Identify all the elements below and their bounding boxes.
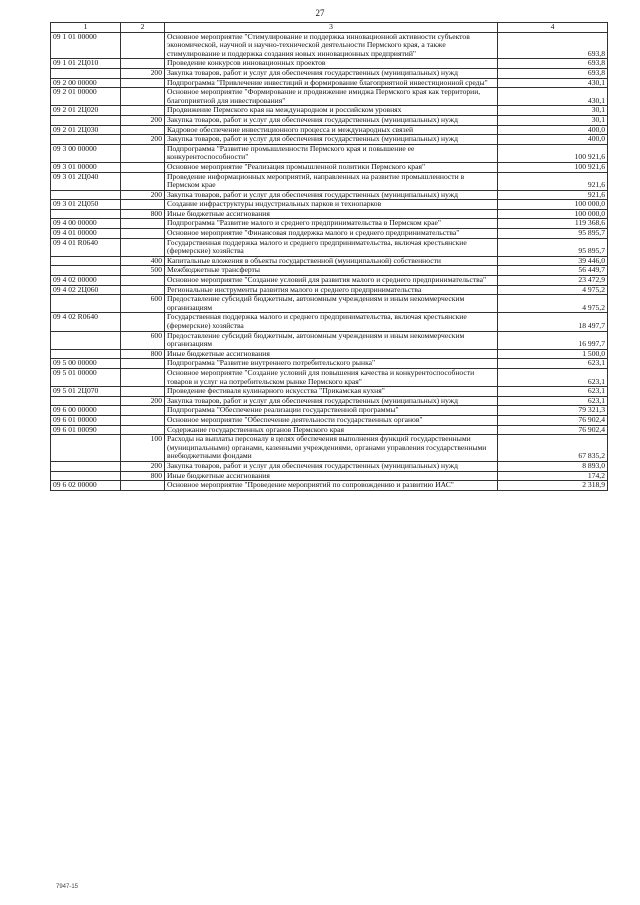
code-cell — [51, 331, 121, 349]
code-cell: 09 5 01 00000 — [51, 368, 121, 386]
name-cell: Содержание государственных органов Пермского края — [165, 425, 498, 435]
code-cell: 09 4 02 00000 — [51, 276, 121, 286]
name-cell: Основное мероприятие "Проведение мероприятий по сопровождению и развитию ИАС" — [165, 481, 498, 491]
table-row — [51, 276, 608, 286]
table-row — [51, 415, 608, 425]
amount-cell: 100 000,0 — [498, 209, 608, 219]
table-row — [51, 68, 608, 78]
amount-cell: 400,0 — [498, 135, 608, 145]
code-cell: 09 3 01 00000 — [51, 162, 121, 172]
amount-cell: 4 975,2 — [498, 285, 608, 295]
name-cell: Капитальные вложения в объекты государственной (муниципальной) собственности — [165, 256, 498, 266]
amount-cell: 23 472,9 — [498, 276, 608, 286]
expense-type-cell — [121, 229, 165, 239]
name-cell: Предоставление субсидий бюджетным, автономным учреждениям и иным некоммерческим организациям — [165, 295, 498, 313]
expense-type-cell — [121, 200, 165, 210]
expense-type-cell — [121, 368, 165, 386]
expense-type-cell — [121, 481, 165, 491]
expense-type-cell: 800 — [121, 209, 165, 219]
code-cell: 09 5 01 2Ц070 — [51, 387, 121, 397]
code-cell: 09 4 00 00000 — [51, 219, 121, 229]
name-cell: Подпрограмма "Развитие малого и среднего предпринимательства в Пермском крае" — [165, 219, 498, 229]
table-row — [51, 435, 608, 462]
expense-type-cell: 100 — [121, 435, 165, 462]
name-cell: Проведение информационных мероприятий, направленных на развитие промышленности в Пермском крае — [165, 172, 498, 190]
code-cell — [51, 295, 121, 313]
expense-type-cell — [121, 106, 165, 116]
amount-cell: 16 997,7 — [498, 331, 608, 349]
amount-cell: 400,0 — [498, 125, 608, 135]
table-body — [51, 32, 608, 490]
code-cell — [51, 435, 121, 462]
expense-type-cell: 400 — [121, 256, 165, 266]
code-cell: 09 3 01 2Ц040 — [51, 172, 121, 190]
expense-type-cell: 200 — [121, 68, 165, 78]
amount-cell: 921,6 — [498, 190, 608, 200]
expense-type-cell: 200 — [121, 461, 165, 471]
expense-type-cell — [121, 359, 165, 369]
amount-cell: 430,1 — [498, 88, 608, 106]
code-cell: 09 4 01 R0640 — [51, 238, 121, 256]
code-cell: 09 1 01 2Ц010 — [51, 59, 121, 69]
name-cell: Иные бюджетные ассигнования — [165, 349, 498, 359]
name-cell: Основное мероприятие "Обеспечение деятельности государственных органов" — [165, 415, 498, 425]
name-cell: Предоставление субсидий бюджетным, автономным учреждениям и иным некоммерческим организациям — [165, 331, 498, 349]
code-cell: 09 6 01 00000 — [51, 415, 121, 425]
code-cell: 09 4 02 2Ц060 — [51, 285, 121, 295]
table-row — [51, 106, 608, 116]
name-cell: Проведение фестиваля кулинарного искусства "Прикамская кухня" — [165, 387, 498, 397]
name-cell: Региональные инструменты развития малого и среднего предпринимательства — [165, 285, 498, 295]
amount-cell: 100 921,6 — [498, 162, 608, 172]
table-row — [51, 229, 608, 239]
expense-type-cell — [121, 276, 165, 286]
amount-cell: 30,1 — [498, 106, 608, 116]
code-cell: 09 6 02 00000 — [51, 481, 121, 491]
document-code: 7947-15 — [56, 884, 79, 890]
name-cell: Кадровое обеспечение инвестиционного процесса и международных связей — [165, 125, 498, 135]
expense-type-cell: 200 — [121, 190, 165, 200]
name-cell: Закупка товаров, работ и услуг для обеспечения государственных (муниципальных) нужд — [165, 68, 498, 78]
amount-cell: 76 902,4 — [498, 425, 608, 435]
amount-cell: 623,1 — [498, 387, 608, 397]
budget-table — [50, 22, 608, 491]
expense-type-cell — [121, 415, 165, 425]
amount-cell: 623,1 — [498, 396, 608, 406]
name-cell: Межбюджетные трансферты — [165, 266, 498, 276]
table-row — [51, 481, 608, 491]
name-cell: Закупка товаров, работ и услуг для обеспечения государственных (муниципальных) нужд — [165, 190, 498, 200]
name-cell: Иные бюджетные ассигнования — [165, 471, 498, 481]
amount-cell: 921,6 — [498, 172, 608, 190]
expense-type-cell — [121, 162, 165, 172]
code-cell: 09 2 01 2Ц020 — [51, 106, 121, 116]
table-row — [51, 368, 608, 386]
table-row — [51, 238, 608, 256]
name-cell: Государственная поддержка малого и среднего предпринимательства, включая крестьянские (фермерские) хозяйства — [165, 313, 498, 331]
amount-cell: 67 835,2 — [498, 435, 608, 462]
expense-type-cell: 200 — [121, 135, 165, 145]
code-cell: 09 6 00 00000 — [51, 406, 121, 416]
expense-type-cell: 800 — [121, 349, 165, 359]
expense-type-cell — [121, 387, 165, 397]
amount-cell: 1 500,0 — [498, 349, 608, 359]
amount-cell: 2 318,9 — [498, 481, 608, 491]
code-cell: 09 3 01 2Ц050 — [51, 200, 121, 210]
name-cell: Основное мероприятие "Реализация промышленной политики Пермского края" — [165, 162, 498, 172]
expense-type-cell: 500 — [121, 266, 165, 276]
amount-cell: 693,8 — [498, 32, 608, 59]
code-cell — [51, 256, 121, 266]
amount-cell: 95 895,7 — [498, 238, 608, 256]
amount-cell: 18 497,7 — [498, 313, 608, 331]
table-row — [51, 172, 608, 190]
name-cell: Проведение конкурсов инновационных проектов — [165, 59, 498, 69]
name-cell: Расходы на выплаты персоналу в целях обеспечения выполнения функций государственными (муниципальными) органами, казенными учреждениями, органами управления государственными внебюджетными фондами — [165, 435, 498, 462]
table-row — [51, 115, 608, 125]
name-cell: Подпрограмма "Привлечение инвестиций и формирование благоприятной инвестиционной среды" — [165, 78, 498, 88]
name-cell: Закупка товаров, работ и услуг для обеспечения государственных (муниципальных) нужд — [165, 135, 498, 145]
code-cell: 09 1 01 00000 — [51, 32, 121, 59]
code-cell: 09 5 00 00000 — [51, 359, 121, 369]
amount-cell: 100 000,0 — [498, 200, 608, 210]
amount-cell: 4 975,2 — [498, 295, 608, 313]
expense-type-cell — [121, 219, 165, 229]
name-cell: Подпрограмма "Обеспечение реализации государственной программы" — [165, 406, 498, 416]
amount-cell: 95 895,7 — [498, 229, 608, 239]
expense-type-cell — [121, 313, 165, 331]
header-col-3: 3 — [165, 23, 498, 33]
table-row — [51, 200, 608, 210]
name-cell: Создание инфраструктуры индустриальных парков и технопарков — [165, 200, 498, 210]
code-cell: 09 3 00 00000 — [51, 144, 121, 162]
name-cell: Государственная поддержка малого и среднего предпринимательства, включая крестьянские (фермерские) хозяйства — [165, 238, 498, 256]
name-cell: Продвижение Пермского края на международном и российском уровнях — [165, 106, 498, 116]
table-row — [51, 313, 608, 331]
name-cell: Основное мероприятие "Создание условий для повышения качества и конкурентоспособности товаров и услуг на потребительском рынке Пермского края" — [165, 368, 498, 386]
code-cell: 09 4 02 R0640 — [51, 313, 121, 331]
name-cell: Основное мероприятие "Создание условий для развития малого и среднего предпринимательства" — [165, 276, 498, 286]
expense-type-cell: 600 — [121, 295, 165, 313]
table-row — [51, 295, 608, 313]
table-row — [51, 406, 608, 416]
amount-cell: 174,2 — [498, 471, 608, 481]
amount-cell: 100 921,6 — [498, 144, 608, 162]
expense-type-cell — [121, 144, 165, 162]
table-row — [51, 331, 608, 349]
amount-cell: 76 902,4 — [498, 415, 608, 425]
amount-cell: 623,1 — [498, 359, 608, 369]
amount-cell: 79 321,3 — [498, 406, 608, 416]
header-col-4: 4 — [498, 23, 608, 33]
expense-type-cell — [121, 32, 165, 59]
name-cell: Подпрограмма "Развитие внутреннего потребительского рынка" — [165, 359, 498, 369]
expense-type-cell — [121, 238, 165, 256]
amount-cell: 39 446,0 — [498, 256, 608, 266]
code-cell — [51, 135, 121, 145]
name-cell: Основное мероприятие "Формирование и продвижение имиджа Пермского края как территории, благоприятной для инвестирования" — [165, 88, 498, 106]
table-row — [51, 88, 608, 106]
name-cell: Закупка товаров, работ и услуг для обеспечения государственных (муниципальных) нужд — [165, 115, 498, 125]
amount-cell: 56 449,7 — [498, 266, 608, 276]
amount-cell: 30,1 — [498, 115, 608, 125]
table-row — [51, 32, 608, 59]
name-cell: Подпрограмма "Развитие промышленности Пермского края и повышение ее конкурентоспособности" — [165, 144, 498, 162]
expense-type-cell: 600 — [121, 331, 165, 349]
code-cell: 09 4 01 00000 — [51, 229, 121, 239]
table-row — [51, 256, 608, 266]
name-cell: Основное мероприятие "Стимулирование и поддержка инновационной активности субъектов экономической, научной и научно-технической деятельности Пермского края, а также стимулирование и поддержка создания новых инновационных предприятий" — [165, 32, 498, 59]
amount-cell: 693,8 — [498, 59, 608, 69]
code-cell: 09 2 00 00000 — [51, 78, 121, 88]
code-cell: 09 6 01 00090 — [51, 425, 121, 435]
table-row — [51, 135, 608, 145]
expense-type-cell: 200 — [121, 396, 165, 406]
header-row — [51, 23, 608, 33]
table-row — [51, 162, 608, 172]
code-cell: 09 2 01 00000 — [51, 88, 121, 106]
expense-type-cell — [121, 78, 165, 88]
name-cell: Закупка товаров, работ и услуг для обеспечения государственных (муниципальных) нужд — [165, 396, 498, 406]
expense-type-cell: 200 — [121, 115, 165, 125]
name-cell: Иные бюджетные ассигнования — [165, 209, 498, 219]
expense-type-cell: 800 — [121, 471, 165, 481]
header-col-2: 2 — [121, 23, 165, 33]
expense-type-cell — [121, 406, 165, 416]
name-cell: Основное мероприятие "Финансовая поддержка малого и среднего предпринимательства" — [165, 229, 498, 239]
code-cell — [51, 68, 121, 78]
table-row — [51, 387, 608, 397]
expense-type-cell — [121, 88, 165, 106]
code-cell — [51, 115, 121, 125]
header-col-1: 1 — [51, 23, 121, 33]
table-row — [51, 144, 608, 162]
name-cell: Закупка товаров, работ и услуг для обеспечения государственных (муниципальных) нужд — [165, 461, 498, 471]
amount-cell: 693,8 — [498, 68, 608, 78]
amount-cell: 430,1 — [498, 78, 608, 88]
amount-cell: 623,1 — [498, 368, 608, 386]
code-cell: 09 2 01 2Ц030 — [51, 125, 121, 135]
code-cell — [51, 461, 121, 471]
amount-cell: 8 893,0 — [498, 461, 608, 471]
expense-type-cell — [121, 172, 165, 190]
page-number: 27 — [315, 8, 325, 18]
table-row — [51, 461, 608, 471]
amount-cell: 119 368,6 — [498, 219, 608, 229]
